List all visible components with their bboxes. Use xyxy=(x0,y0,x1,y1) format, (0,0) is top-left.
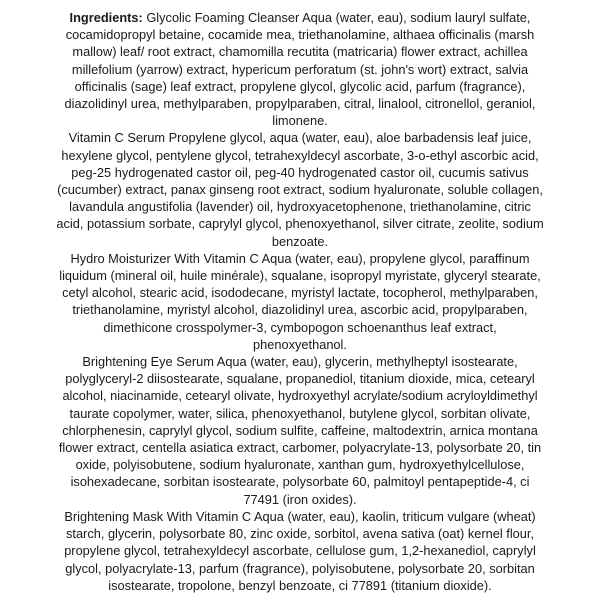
product-name-mask: Brightening Mask With Vitamin C xyxy=(64,508,252,524)
product-paragraph-serum xyxy=(56,129,544,249)
product-paragraph-mask xyxy=(56,508,544,594)
product-name-eye-serum: Brightening Eye Serum xyxy=(82,354,214,370)
product-ingredients-moisturizer: Aqua (water, eau), propylene glycol, paraffinum liquidum (mineral oil, huile minérale), squalane, isopropyl myristate, glyceryl stearate, cetyl alcohol, stearic acid, isododecane, myristyl lactate, tocopherol, methylparaben, triethanolamine, myristyl alcohol, diazolidinyl urea, ascorbic acid, propylparaben, dimethicone crosspolymer-3, cymbopogon schoenanthus leaf extract, phenoxyethanol. xyxy=(59,250,541,352)
product-ingredients-serum: Propylene glycol, aqua (water, eau), aloe barbadensis leaf juice, hexylene glycol, pentylene glycol, tetrahexyldecyl ascorbate, 3-o-ethyl ascorbic acid, peg-25 hydrogenated castor oil, peg-40 hydrogenated castor oil, cucumis sativus (cucumber) extract, panax ginseng root extract, sodium hyaluronate, soluble collagen, lavandula angustifolia (lavender) oil, hydroxyacetophenone, triethanolamine, citric acid, potassium sorbate, caprylyl glycol, phenoxyethanol, silver citrate, zeolite, sodium benzoate. xyxy=(56,130,544,249)
product-name-moisturizer: Hydro Moisturizer With Vitamin C xyxy=(70,250,259,266)
ingredients-block xyxy=(56,9,544,594)
ingredients-heading: Ingredients: xyxy=(69,10,143,25)
product-paragraph-eye-serum xyxy=(56,353,544,508)
product-ingredients-cleanser: Aqua (water, eau), sodium lauryl sulfate, cocamidopropyl betaine, cocamide mea, triethanolamine, althaea officinalis (marsh mallow) leaf/ root extract, chamomilla recutita (matricaria) flower extract, achillea millefolium (yarrow) extract, hypericum perforatum (st. john's wort) extract, salvia officinalis (sage) leaf extract, propylene glycol, glycolic acid, parfum (fragrance), diazolidinyl urea, methylparaben, propylparaben, citral, linalool, citronellol, geraniol, limonene. xyxy=(64,10,536,129)
product-name-serum: Vitamin C Serum xyxy=(68,130,166,146)
product-ingredients-eye-serum: Aqua (water, eau), glycerin, methylheptyl isostearate, polyglyceryl-2 diisostearate, squalane, propanediol, titanium dioxide, mica, cetearyl alcohol, niacinamide, cetearyl olivate, hydroxyethyl acrylate/sodium acryloyldimethyl taurate copolymer, water, silica, phenoxyethanol, butylene glycol, sorbitan olivate, chlorphenesin, caprylyl glycol, sodium sulfite, caffeine, maltodextrin, arnica montana flower extract, centella asiatica extract, carbomer, polyacrylate-13, polysorbate 20, tin oxide, polyisobutene, sodium hyaluronate, xanthan gum, hydroxyethylcellulose, isohexadecane, sorbitan isostearate, polysorbate 60, palmitoyl pentapeptide-4, ci 77491 (iron oxides). xyxy=(58,354,542,507)
product-name-cleanser: Glycolic Foaming Cleanser xyxy=(146,10,300,25)
product-ingredients-mask: Aqua (water, eau), kaolin, triticum vulgare (wheat) starch, glycerin, polysorbate 80, zinc oxide, sorbitol, avena sativa (oat) kernel flour, propylene glycol, tetrahexyldecyl ascorbate, cellulose gum, 1,2-hexanediol, caprylyl glycol, polyacrylate-13, parfum (fragrance), polyisobutene, polysorbate 20, sorbitan isostearate, tropolone, benzyl benzoate, ci 77891 (titanium dioxide). xyxy=(64,508,536,593)
product-paragraph-cleanser xyxy=(56,9,544,129)
product-paragraph-moisturizer xyxy=(56,250,544,353)
